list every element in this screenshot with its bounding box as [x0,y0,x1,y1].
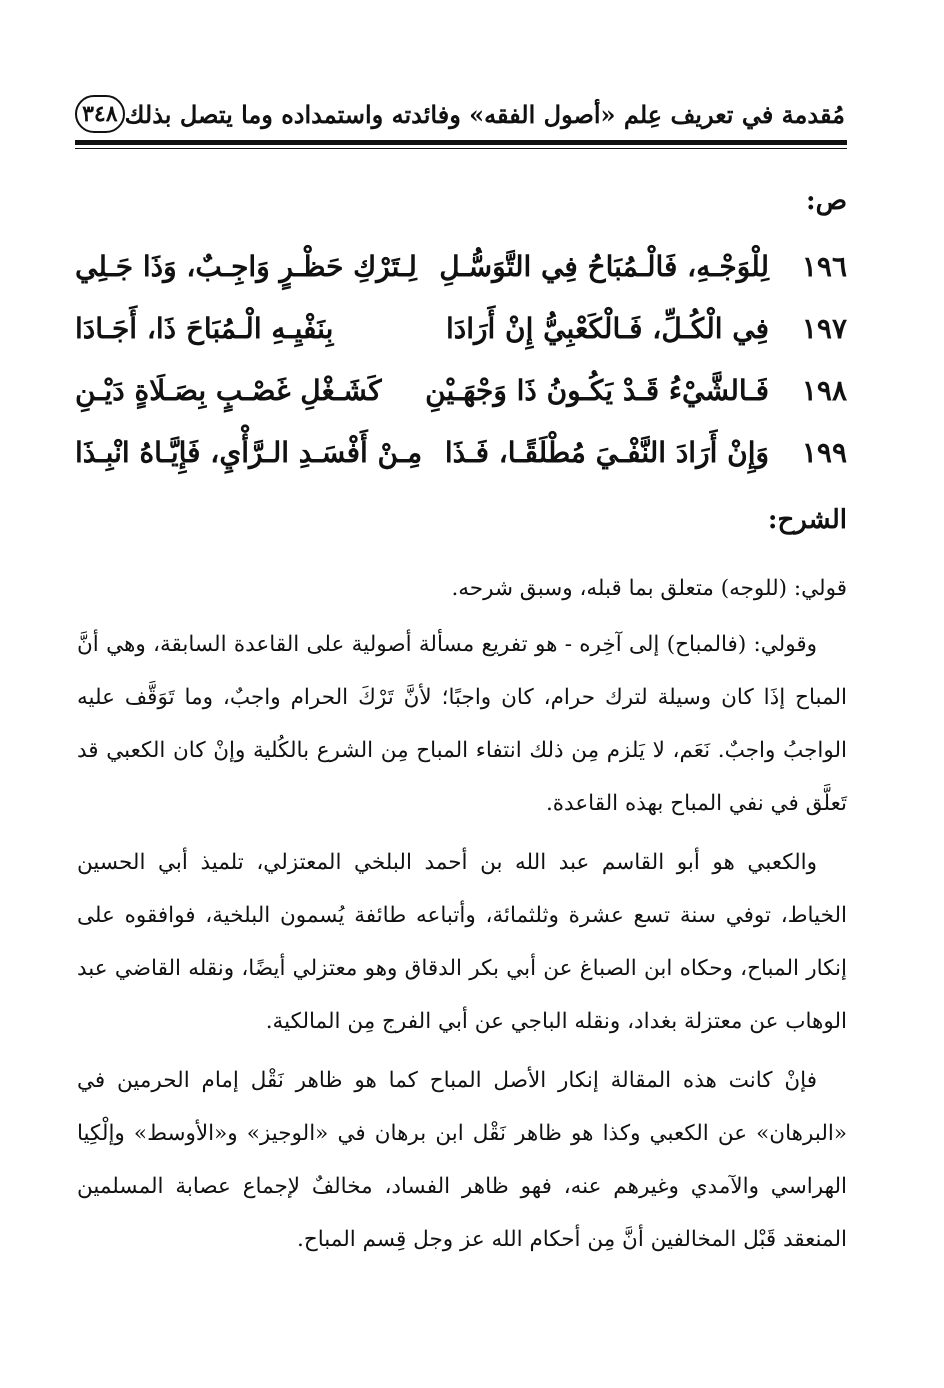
page-number: ٣٤٨ [75,95,125,133]
running-title: مُقدمة في تعريف عِلم «أصول الفقه» وفائدته واستمداده وما يتصل بذلك [124,99,845,129]
header-rule-thin [75,148,847,149]
commentary-paragraph: والكعبي هو أبو القاسم عبد الله بن أحمد البلخي المعتزلي، تلميذ أبي الحسين الخياط، توفي سنة تسع عشرة وثلثمائة، وأتباعه طائفة يُسمون البلخية، فوافقوه على إنكار المباح، وحكاه ابن الصباغ عن أبي بكر الدقاق وهو معتزلي أيضًا، ونقله القاضي عبد الوهاب عن معتزلة بغداد، ونقله الباجي عن أبي الفرج مِن المالكية. [77,850,847,1034]
commentary-paragraph: فإنْ كانت هذه المقالة إنكار الأصل المباح كما هو ظاهر نَقْل إمام الحرمين في «البرهان» عن الكعبي وكذا هو ظاهر نَقْل ابن برهان في «الوجيز» و«الأوسط» وإلْكِيا الهراسي والآمدي وغيرهم عنه، فهو ظاهر الفساد، مخالفٌ لإجماع عصابة المسلمين المنعقد قَبْل المخالفين أنَّ مِن أحكام الله عز وجل قِسم المباح. [77,1068,847,1252]
verse-199 [75,436,847,498]
commentary-paragraph: وقولي: (فالمباح) إلى آخِره - هو تفريع مسألة أصولية على القاعدة السابقة، وهي أنَّ المباح إذَا كان وسيلة لترك حرام، كان واجبًا؛ لأنَّ تَرْكَ الحرام واجبٌ، وما تَوَقَّف عليه الواجبُ واجبٌ. نَعَم، لا يَلزم مِن ذلك انتفاء المباح مِن الشرع بالكُلية وإنْ كان الكعبي قد تَعلَّق في نفي المباح بهذه القاعدة. [77,632,847,816]
verse-second-hemistich: لِـتَرْكِ حَظْـرٍ وَاجِـبٌ، وَذَا جَـلِي [75,250,417,283]
verse-first-hemistich: فَـالشَّيْءُ قَـدْ يَكُـونُ ذَا وَجْهَـيْنِ [425,374,769,407]
verse-first-hemistich: وَإِنْ أَرَادَ النَّفْـيَ مُطْلَقًـا، فَـذَا [444,436,769,469]
commentary-label: الشرح: [767,505,847,535]
verse-198 [75,374,847,436]
verse-first-hemistich: فِي الْكُـلِّ، فَـالْكَعْبِيُّ إِنْ أَرَادَا [445,312,769,345]
verse-number: ١٩٩ [801,436,847,469]
verse-second-hemistich: بِنَفْيِـهِ الْـمُبَاحَ ذَا، أَجَـادَا [75,312,334,345]
verse-197 [75,312,847,374]
page-header [75,92,845,136]
verse-second-hemistich: مِـنْ أَفْسَـدِ الـرَّأْيِ، فَإِيَّـاهُ انْبِـذَا [75,436,423,469]
verse-196 [75,250,847,312]
poem-verses [75,250,847,498]
verse-number: ١٩٨ [801,374,847,407]
verse-number: ١٩٧ [801,312,847,345]
verse-second-hemistich: كَشَـغْلِ غَصْـبٍ بِصَـلَاةٍ دَيْـنِ [75,374,382,407]
header-rule-thick [75,140,847,145]
commentary-paragraph: قولي: (للوجه) متعلق بما قبله، وسبق شرحه. [451,576,847,601]
verse-first-hemistich: لِلْوَجْـهِ، فَالْـمُبَاحُ فِي التَّوَسُّـلِ [439,250,769,283]
verse-number: ١٩٦ [801,250,847,283]
text-section-label: ص: [805,186,847,216]
